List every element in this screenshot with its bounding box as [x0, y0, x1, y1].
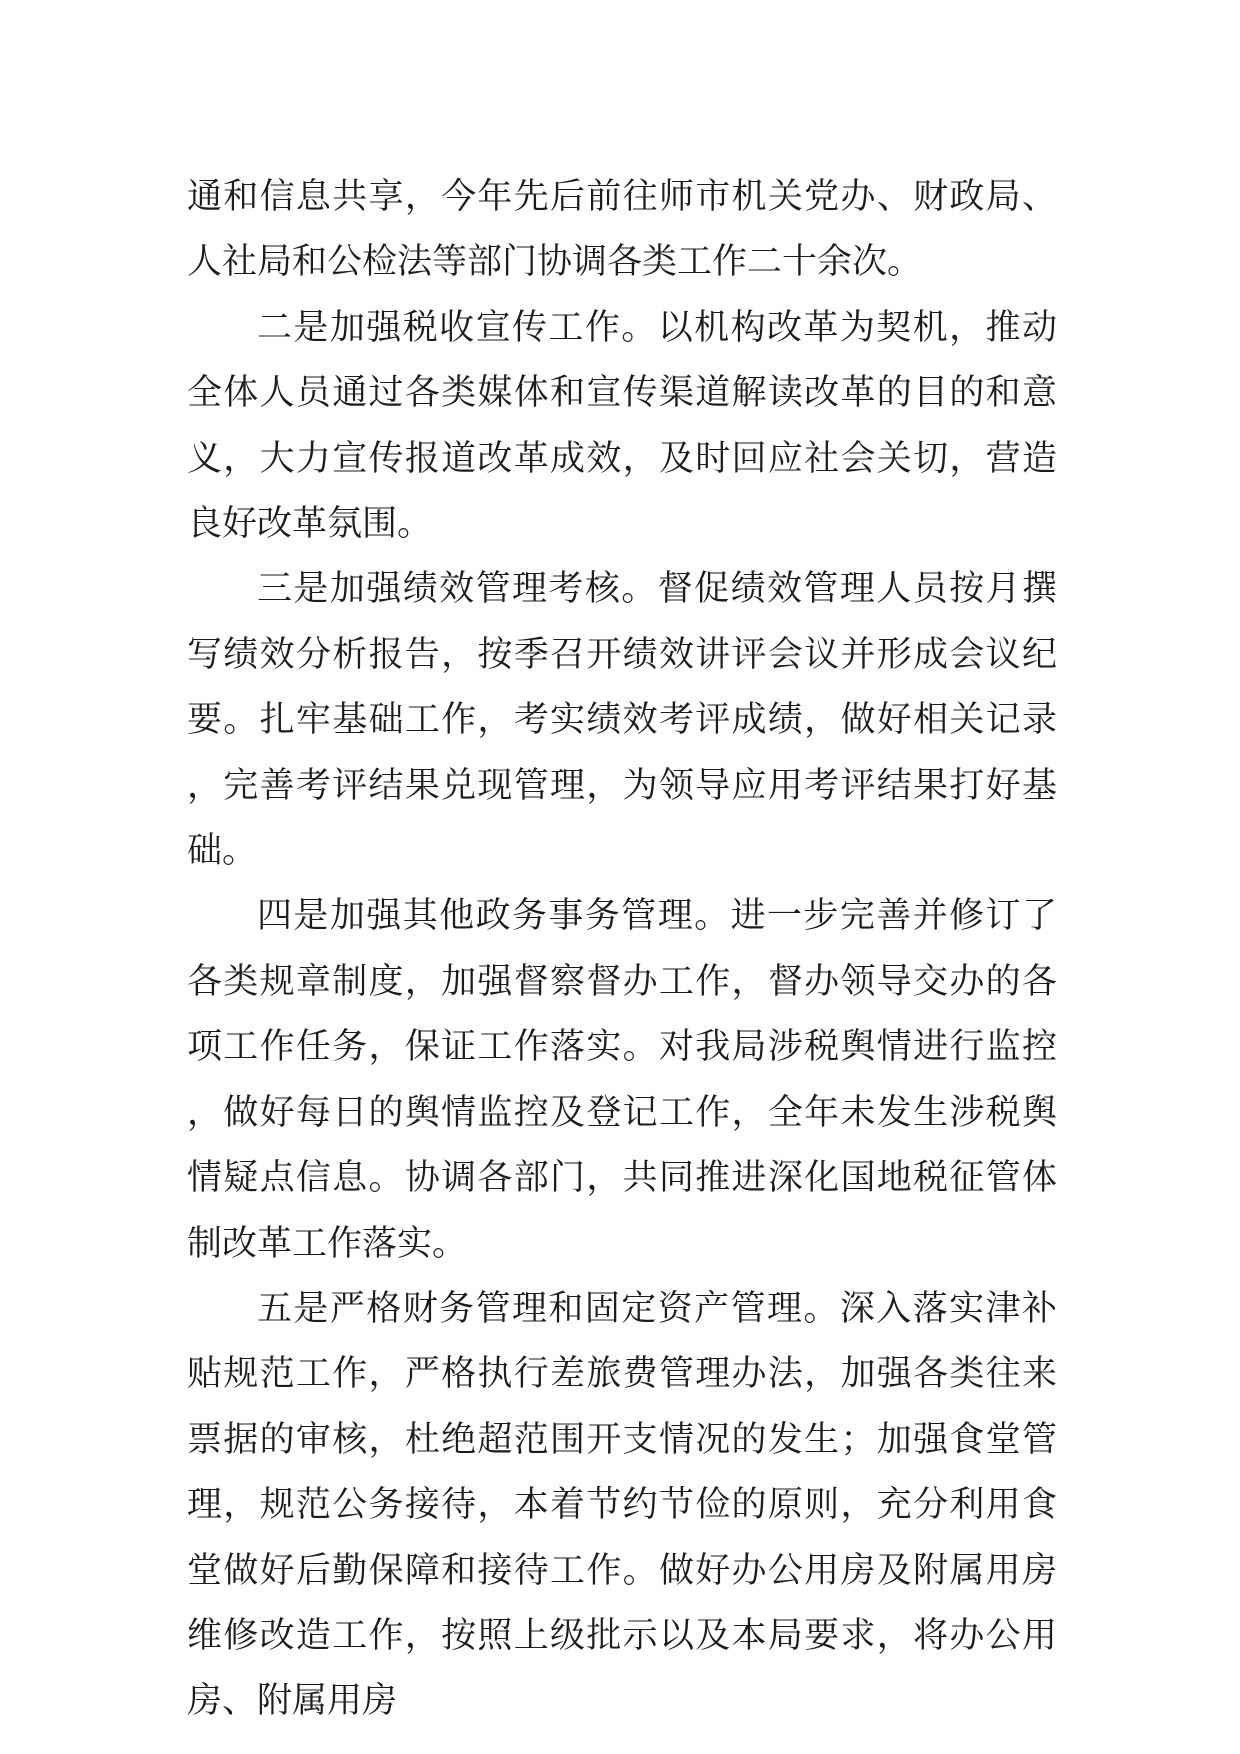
document-body: [187, 165, 1057, 1735]
paragraph-tax-publicity: 二是加强税收宣传工作。以机构改革为契机，推动全体人员通过各类媒体和宣传渠道解读改革的目的和意义，大力宣传报道改革成效，及时回应社会关切，营造良好改革氛围。: [187, 307, 1057, 545]
paragraph-performance-management: 三是加强绩效管理考核。督促绩效管理人员按月撰写绩效分析报告，按季召开绩效讲评会议并形成会议纪要。扎牢基础工作，考实绩效考评成绩，做好相关记录，完善考评结果兑现管理，为领导应用考评结果打好基础。: [187, 569, 1057, 872]
paragraph-government-affairs: 四是加强其他政务事务管理。进一步完善并修订了各类规章制度，加强督察督办工作，督办领导交办的各项工作任务，保证工作落实。对我局涉税舆情进行监控，做好每日的舆情监控及登记工作，全年未发生涉税舆情疑点信息。协调各部门，共同推进深化国地税征管体制改革工作落实。: [187, 896, 1057, 1264]
paragraph-finance-assets: 五是严格财务管理和固定资产管理。深入落实津补贴规范工作，严格执行差旅费管理办法，加强各类往来票据的审核，杜绝超范围开支情况的发生；加强食堂管理，规范公务接待，本着节约节俭的原则，充分利用食堂做好后勤保障和接待工作。做好办公用房及附属用房维修改造工作，按照上级批示以及本局要求，将办公用房、附属用房: [187, 1288, 1057, 1722]
paragraph-continuation: 通和信息共享，今年先后前往师市机关党办、财政局、人社局和公检法等部门协调各类工作二十余次。: [187, 177, 1057, 283]
